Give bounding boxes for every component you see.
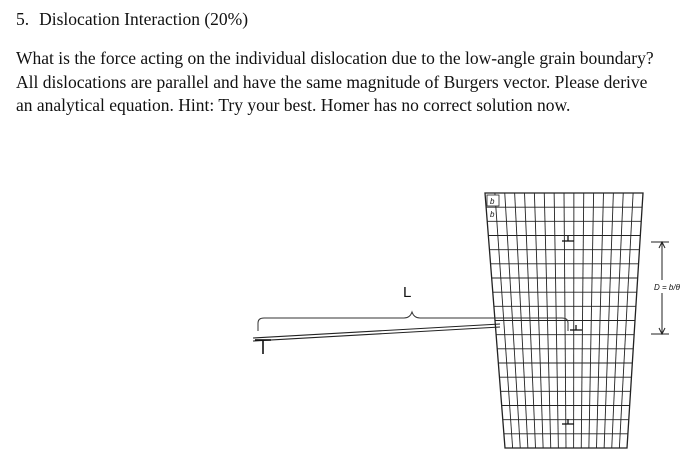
boundary-dislocation-middle xyxy=(570,325,582,330)
lattice-grid xyxy=(485,193,643,448)
individual-dislocation-symbol xyxy=(255,340,271,354)
problem-title: Dislocation Interaction (20%) xyxy=(39,9,249,29)
boundary-dislocation-top xyxy=(562,236,574,241)
burgers-label-top: b xyxy=(490,197,495,206)
burgers-label-bottom: b xyxy=(490,210,495,219)
question-line-2: All dislocations are parallel and have the same magnitude of Burgers vector. Please derive xyxy=(16,71,648,92)
question-line-3: an analytical equation. Hint: Try your best. Homer has no correct solution now. xyxy=(16,95,571,115)
glide-plane xyxy=(253,324,500,341)
distance-label: L xyxy=(403,284,412,301)
problem-number: 5. xyxy=(16,9,30,29)
spacing-label: D = b/θ xyxy=(654,283,680,292)
question-line-1: What is the force acting on the individual dislocation due to the low-angle grain boundary? xyxy=(16,48,654,68)
